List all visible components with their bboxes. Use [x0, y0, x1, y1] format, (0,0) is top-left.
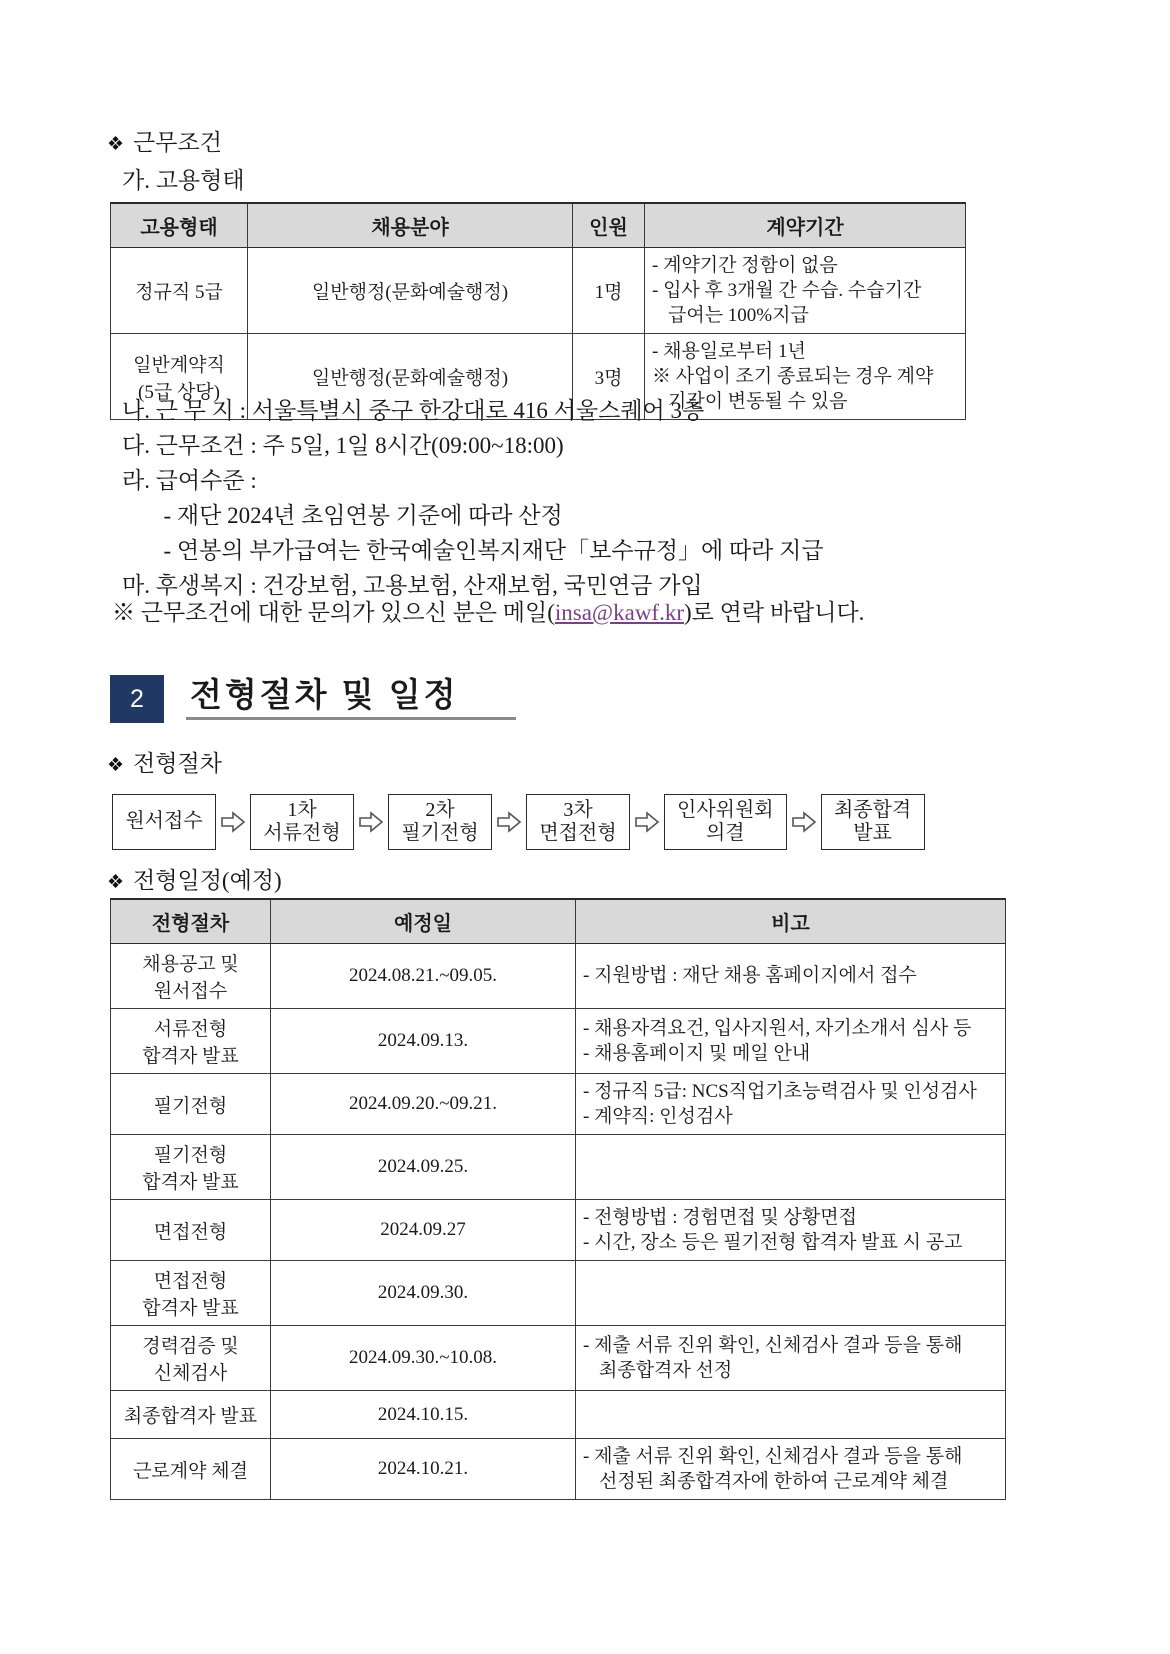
cell-remarks	[576, 1261, 1006, 1326]
cell-scheduled-date: 2024.09.30.~10.08.	[271, 1326, 576, 1391]
contact-note-prefix: ※ 근무조건에 대한 문의가 있으신 분은 메일(	[112, 600, 555, 625]
table-row	[111, 1135, 1006, 1200]
list-item-hours: 다. 근무조건 : 주 5일, 1일 8시간(09:00~18:00)	[122, 432, 564, 458]
work-conditions-title: 근무조건	[133, 130, 222, 155]
schedule-heading-label: 전형일정(예정)	[133, 868, 282, 893]
section-title: 전형절차 및 일정	[190, 675, 459, 713]
cell-employment-type: 정규직 5급	[111, 248, 248, 334]
arrow-right-icon-2	[354, 811, 388, 833]
table-row	[111, 1009, 1006, 1074]
process-heading	[107, 745, 222, 778]
list-item-welfare: 마. 후생복지 : 건강보험, 고용보험, 산재보험, 국민연금 가입	[122, 572, 703, 598]
list-item-salary-detail-2: - 연봉의 부가급여는 한국예술인복지재단「보수규정」에 따라 지급	[152, 537, 824, 563]
table-row	[111, 1261, 1006, 1326]
selection-schedule-table	[110, 898, 1006, 1500]
arrow-right-icon-3	[492, 811, 526, 833]
list-item-salary-detail-1: - 재단 2024년 초임연봉 기준에 따라 산정	[152, 502, 563, 528]
col-employment-type: 고용형태	[111, 203, 248, 248]
flow-step-2: 1차 서류전형	[250, 794, 354, 850]
table-row	[111, 1391, 1006, 1439]
cell-remarks: - 정규직 5급: NCS직업기초능력검사 및 인성검사 - 계약직: 인성검사	[576, 1074, 1006, 1135]
table-row	[111, 1326, 1006, 1391]
cell-employment-type: 일반계약직 (5급 상당)	[111, 334, 248, 420]
diamond-bullet-icon: ❖	[107, 755, 125, 776]
table-row	[111, 1200, 1006, 1261]
table-header-row	[111, 203, 966, 248]
cell-scheduled-date: 2024.09.27	[271, 1200, 576, 1261]
cell-headcount: 1명	[573, 248, 645, 334]
cell-remarks: - 전형방법 : 경험면접 및 상황면접 - 시간, 장소 등은 필기전형 합격자 발표 시 공고	[576, 1200, 1006, 1261]
cell-contract-period: - 계약기간 정함이 없음 - 입사 후 3개월 간 수습. 수습기간 급여는 100%지급	[645, 248, 966, 334]
col-headcount: 인원	[573, 203, 645, 248]
diamond-bullet-icon: ❖	[107, 134, 125, 155]
contact-note-suffix: )로 연락 바랍니다.	[684, 600, 865, 625]
cell-process-step: 면접전형	[111, 1200, 271, 1261]
cell-scheduled-date: 2024.09.20.~09.21.	[271, 1074, 576, 1135]
cell-process-step: 근로계약 체결	[111, 1439, 271, 1500]
cell-process-step: 면접전형 합격자 발표	[111, 1261, 271, 1326]
section-2-header	[110, 675, 516, 723]
col-recruit-field: 채용분야	[248, 203, 573, 248]
cell-process-step: 채용공고 및 원서접수	[111, 944, 271, 1009]
cell-scheduled-date: 2024.09.25.	[271, 1135, 576, 1200]
col-remarks: 비고	[576, 899, 1006, 944]
flow-step-6: 최종합격 발표	[821, 794, 925, 850]
flow-step-5: 인사위원회 의결	[664, 794, 787, 850]
table-row	[111, 1074, 1006, 1135]
cell-remarks: - 제출 서류 진위 확인, 신체검사 결과 등을 통해 선정된 최종합격자에 한하여 근로계약 체결	[576, 1439, 1006, 1500]
work-conditions-list	[122, 394, 824, 604]
col-contract-period: 계약기간	[645, 203, 966, 248]
section-number-badge: 2	[110, 675, 164, 723]
arrow-right-icon-5	[787, 811, 821, 833]
cell-scheduled-date: 2024.10.21.	[271, 1439, 576, 1500]
arrow-right-icon-1	[216, 811, 250, 833]
cell-process-step: 경력검증 및 신체검사	[111, 1326, 271, 1391]
col-scheduled-date: 예정일	[271, 899, 576, 944]
cell-remarks	[576, 1135, 1006, 1200]
arrow-right-icon-4	[630, 811, 664, 833]
cell-recruit-field: 일반행정(문화예술행정)	[248, 248, 573, 334]
flow-step-1: 원서접수	[112, 794, 216, 850]
cell-process-step: 필기전형 합격자 발표	[111, 1135, 271, 1200]
table-header-row	[111, 899, 1006, 944]
employment-type-table	[110, 202, 966, 420]
cell-remarks: - 제출 서류 진위 확인, 신체검사 결과 등을 통해 최종합격자 선정	[576, 1326, 1006, 1391]
cell-scheduled-date: 2024.10.15.	[271, 1391, 576, 1439]
table-row	[111, 944, 1006, 1009]
diamond-bullet-icon: ❖	[107, 872, 125, 893]
cell-process-step: 최종합격자 발표	[111, 1391, 271, 1439]
selection-process-flow	[112, 794, 925, 850]
employment-type-label: 가. 고용형태	[122, 168, 245, 193]
contact-email-link[interactable]: insa@kawf.kr	[554, 600, 684, 625]
cell-scheduled-date: 2024.08.21.~09.05.	[271, 944, 576, 1009]
contact-note	[112, 594, 864, 627]
cell-remarks: - 지원방법 : 재단 채용 홈페이지에서 접수	[576, 944, 1006, 1009]
section-title-underline	[186, 717, 516, 720]
cell-scheduled-date: 2024.09.30.	[271, 1261, 576, 1326]
col-process-step: 전형절차	[111, 899, 271, 944]
list-item-location: 나. 근 무 지 : 서울특별시 중구 한강대로 416 서울스퀘어 3층	[122, 398, 705, 423]
work-conditions-heading	[107, 124, 222, 157]
cell-contract-period: - 채용일로부터 1년 ※ 사업이 조기 종료되는 경우 계약 기간이 변동될 수 있음	[645, 334, 966, 420]
cell-headcount: 3명	[573, 334, 645, 420]
flow-step-3: 2차 필기전형	[388, 794, 492, 850]
list-item-salary: 라. 급여수준 :	[122, 467, 257, 493]
process-heading-label: 전형절차	[133, 751, 222, 776]
cell-remarks: - 채용자격요건, 입사지원서, 자기소개서 심사 등 - 채용홈페이지 및 메일 안내	[576, 1009, 1006, 1074]
flow-step-4: 3차 면접전형	[526, 794, 630, 850]
cell-process-step: 서류전형 합격자 발표	[111, 1009, 271, 1074]
cell-process-step: 필기전형	[111, 1074, 271, 1135]
schedule-heading	[107, 862, 282, 895]
cell-remarks	[576, 1391, 1006, 1439]
table-row	[111, 248, 966, 334]
cell-scheduled-date: 2024.09.13.	[271, 1009, 576, 1074]
table-row	[111, 1439, 1006, 1500]
cell-recruit-field: 일반행정(문화예술행정)	[248, 334, 573, 420]
